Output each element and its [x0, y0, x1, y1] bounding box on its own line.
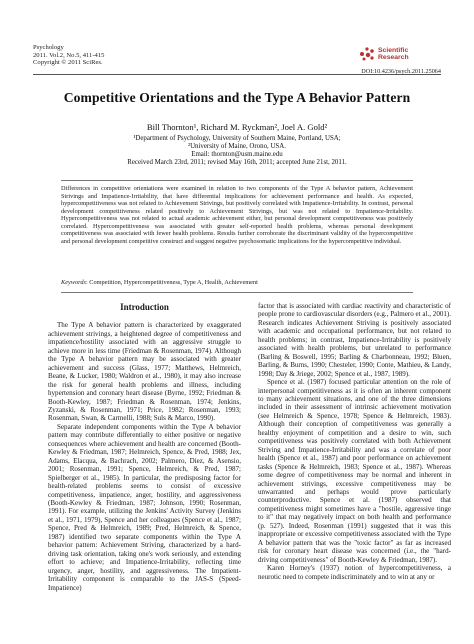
keywords — [61, 279, 413, 287]
received-dates: Received March 23rd, 2011; revised May 16th, 2011; accepted June 21st, 2011. — [127, 159, 347, 166]
abstract-rule-top — [61, 180, 413, 181]
left-column — [48, 303, 241, 592]
section-heading-introduction: Introduction — [120, 302, 169, 312]
right-column — [258, 302, 451, 581]
journal-info — [33, 44, 104, 67]
copyright: Copyright © 2011 SciRes. — [33, 59, 103, 67]
doi[interactable]: DOI:10.4236/psych.2011.25064 — [361, 68, 441, 75]
page-header — [33, 44, 441, 82]
publisher-logo-icon — [359, 46, 375, 62]
authors: Bill Thornton¹, Richard M. Ryckman², Joel A. Gold² — [146, 122, 328, 132]
affiliation-1: ¹Department of Psychology, University of Southern Maine, Portland, USA; — [133, 135, 341, 142]
body-paragraph: Karen Horney's (1937) notion of hypercompetitiveness, a neurotic need to compete indiscriminately and to win at any or — [258, 564, 451, 581]
paper-title: Competitive Orientations and the Type A Behavior Pattern — [63, 90, 411, 105]
publisher-logo-text: Scientific Research — [378, 47, 409, 62]
journal-name: Psychology — [33, 44, 64, 51]
body-paragraph: Separate independent components within the Type A behavior pattern may contribute differentially to either positive or negative consequences where achievement and health are concerned (Booth-Kewley & Friedman, 1987; Helmreich, Spence, & Pred, 1988; Jex, Adams, Elacqua, & Bachrach, 2002; Palmero, Diez, & Asensio, 2001; Rosenman, 1991; Spence, Helmreich, & Pred, 1987; Spielberger et al., 1985). In particular, the predisposing factor for health-related problems seems to consist of excessive competitiveness, impatience, anger, hostility, and aggressiveness (Booth-Kewley & Friedman, 1987; Johnson, 1990; Rosenman, 1991). For example, utilizing the Jenkins' Activity Survey (Jenkins et al., 1971, 1979), Spence and her colleagues (Spence et al., 1987; Spence, Pred & Helmreich, 1989; Pred, Helmreich, & Spence, 1987) identified two separate components within the Type A behavior pattern: Achievement Striving, characterized by a hard-driving task orientation, taking one's work seriously, and extending effort to achieve; and Impatience-Irritability, reflecting time urgency, anger, hostility, and aggressiveness. The Impatient-Irritability component is comparable to the JAS-S (Speed-Impatience) — [48, 422, 241, 592]
abstract: Differences in competitive orientations were examined in relation to two components of the Type A behavior pattern, Achievement Strivings and Impatience-Irritability, that have differential implications for achievement performance and health. As expected, hypercompetitiveness was not related to Achievement Strivings, but positively correlated with Impatience-Irritability. In contrast, personal development competitiveness related positively to Achievement Strivings, but was not related to Impatience-Irritability. Hypercompetitiveness was not related to actual academic achievement either, but personal development competitiveness was positively correlated. Hypercompetitiveness was associated with greater self-reported health problems, whereas personal development competitiveness was associated with fewer health problems. Results further corroborate the discriminant validity of the hypercompetitive and personal development competitive construct and suggest negative psychosomatic implications for the hypercompetitive individual. — [61, 185, 413, 245]
publisher-logo — [359, 44, 441, 68]
body-paragraph: factor that is associated with cardiac reactivity and characteristic of people prone to cardiovascular disorders (e.g., Palmero et al., 2001). Research indicates Achievement Striving is positively associated with academic and occupational performance, but not related to health problems; in contrast, Impatience-Irritability is positively associated with health problems, but unrelated to performance (Barling & Boswell, 1995; Barling & Charbonneau, 1992; Bluen, Barling, & Burns, 1990; Chesteler, 1990; Conte, Mathieu, & Landy, 1998; Day & Jriege, 2002; Spence et al., 1987, 1989). — [258, 302, 451, 378]
header-rule — [33, 74, 441, 75]
keywords-list: : Competition, Hypercompetitiveness, Type A, Health, Achievement — [85, 279, 258, 286]
author-email[interactable]: Email: thornton@usm.maine.edu — [191, 151, 283, 158]
keywords-label: Keywords — [61, 279, 86, 286]
body-paragraph: The Type A behavior pattern is characterized by exaggerated achievement strivings, a heightened degree of competitiveness and impatience/hostility associated with an aggressive struggle to achieve more in less time (Friedman & Rosenman, 1974). Although the Type A behavior pattern may be associated with greater achievement and success (Glass, 1977; Matthews, Helmreich, Beane, & Lucker, 1980; Waldron et al., 1980), it may also increase the risk for general health problems and illness, including hypertension and coronary heart disease (Byrne, 1992; Friedman & Booth-Kewley, 1987; Friedman & Rosenman, 1974; Jenkins, Zyzanski, & Rosenman, 1971; Price, 1982; Rosenman, 1993; Rosenman, Swan, & Carmelli, 1988; Suls & Marco, 1990). — [48, 321, 241, 423]
journal-volume: 2011. Vol.2, No.5, 411-415 — [33, 51, 105, 59]
abstract-rule-bottom — [61, 292, 413, 293]
body-paragraph: Spence et al. (1987) focused particular attention on the role of interpersonal competitiveness as it is often an inherent component to many achievement situations, and one of the three dimensions included in their assessment of intrinsic achievement motivation (see Helmreich & Spence, 1978; Spence & Helmreich, 1983). Although their conception of competitiveness was generally a healthy enjoyment of competition and a desire to win, such competitiveness was positively correlated with both Achievement Striving and Impatience-Irritability and was a correlate of poor health (Spence et al., 1987) and poor performance on achievement tasks (Spence & Helmreich, 1983; Spence et al., 1987). Whereas some degree of competitiveness may be normal and inherent in achievement strivings, excessive competitiveness may be unwarranted and perhaps would prove particularly counterproductive. Spence et al. (1987) observed that competitiveness might sometimes have a "hostile, aggressive tinge to it" that may negatively impact on both health and performance (p. 527). Indeed, Rosenman (1991) suggested that it was this inappropriate or excessive competitiveness associated with the Type A behavior pattern that was the "toxic factor" as far as increased risk for coronary heart disease was concerned (i.e., the "hard-driving competitiveness" of Booth-Kewley & Friedman, 1987). — [258, 378, 451, 564]
affiliation-2: ²University of Maine, Orono, USA. — [188, 143, 286, 150]
